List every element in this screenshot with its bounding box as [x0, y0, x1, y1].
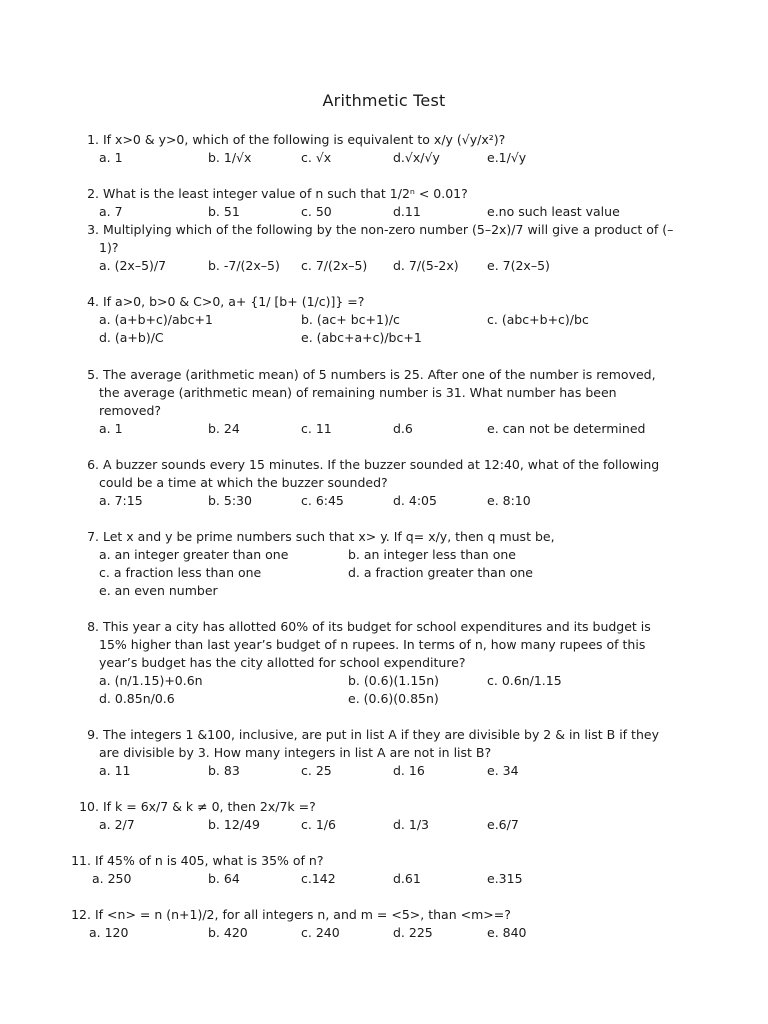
- option-c: c. √x: [301, 150, 332, 165]
- option-d: d. 16: [393, 763, 425, 778]
- option-b: b. an integer less than one: [348, 547, 516, 562]
- options-row: [75, 762, 659, 780]
- option-b: b. (0.6)(1.15n): [348, 673, 440, 688]
- option-b: b. (ac+ bc+1)/c: [301, 312, 400, 327]
- option-d: d. 225: [393, 925, 433, 940]
- options-row: [75, 257, 673, 275]
- option-d: d. 0.85n/0.6: [99, 691, 175, 706]
- question-text: The average (arithmetic mean) of 5 numbers is 25. After one of the number is removed,: [102, 367, 656, 382]
- question-text-cont: the average (arithmetic mean) of remaining number is 31. What number has been: [99, 385, 617, 400]
- question-text: If 45% of n is 405, what is 35% of n?: [94, 853, 324, 868]
- option-a: a. 2/7: [99, 817, 135, 832]
- option-e: e. 840: [487, 925, 527, 940]
- options-row: [75, 816, 519, 834]
- options-row: [75, 546, 555, 564]
- option-b: b. 420: [208, 925, 248, 940]
- option-a: a. (2x–5)/7: [99, 258, 167, 273]
- option-d: d.61: [393, 871, 421, 886]
- options-row: [75, 329, 422, 347]
- page-title: Arithmetic Test: [322, 91, 446, 110]
- question-4: [75, 293, 589, 347]
- option-d: d. (a+b)/C: [99, 330, 164, 345]
- question-2: [75, 185, 620, 221]
- option-c: c. 11: [301, 421, 332, 436]
- option-d: d.11: [393, 204, 421, 219]
- option-e: e. an even number: [99, 583, 218, 598]
- question-text: What is the least integer value of n such that 1/2ⁿ < 0.01?: [102, 186, 468, 201]
- option-a: a. 120: [89, 925, 129, 940]
- option-b: b. 5:30: [208, 493, 252, 508]
- option-d: d.6: [393, 421, 413, 436]
- option-c: c.142: [301, 871, 336, 886]
- question-number: 3.: [87, 222, 99, 237]
- question-5: [75, 366, 656, 438]
- question-number: 8.: [87, 619, 99, 634]
- option-b: b. 12/49: [208, 817, 260, 832]
- options-row: [75, 420, 656, 438]
- option-b: b. 64: [208, 871, 240, 886]
- options-row: [75, 203, 620, 221]
- question-1: [75, 131, 527, 167]
- options-row: [75, 564, 555, 582]
- option-d: d. 4:05: [393, 493, 437, 508]
- question-3: [75, 221, 673, 275]
- question-7: [75, 528, 555, 600]
- option-b: b. 24: [208, 421, 240, 436]
- option-a: a. (n/1.15)+0.6n: [99, 673, 203, 688]
- question-text-cont: 15% higher than last year’s budget of n rupees. In terms of n, how many rupees of this: [99, 637, 646, 652]
- option-c: c. 1/6: [301, 817, 336, 832]
- option-b: b. 1/√x: [208, 150, 252, 165]
- question-text: A buzzer sounds every 15 minutes. If the buzzer sounded at 12:40, what of the following: [102, 457, 660, 472]
- option-d: d. a fraction greater than one: [348, 565, 533, 580]
- question-10: [75, 798, 519, 834]
- question-text: The integers 1 &100, inclusive, are put in list A if they are divisible by 2 & in list B if they: [102, 727, 659, 742]
- option-a: a. (a+b+c)/abc+1: [99, 312, 213, 327]
- question-number: 7.: [87, 529, 99, 544]
- question-number: 9.: [87, 727, 99, 742]
- option-c: c. 0.6n/1.15: [487, 673, 562, 688]
- option-a: a. 1: [99, 421, 123, 436]
- option-c: c. a fraction less than one: [99, 565, 262, 580]
- option-e: e. (0.6)(0.85n): [348, 691, 439, 706]
- option-e: e. can not be determined: [487, 421, 646, 436]
- question-text-cont: year’s budget has the city allotted for school expenditure?: [99, 655, 466, 670]
- question-text-cont: could be a time at which the buzzer sounded?: [99, 475, 388, 490]
- option-b: b. -7/(2x–5): [208, 258, 280, 273]
- options-row: [75, 672, 651, 690]
- options-row: [75, 690, 651, 708]
- question-11: [67, 852, 523, 888]
- question-number: 12.: [71, 907, 91, 922]
- option-a: a. 250: [92, 871, 132, 886]
- question-number: 6.: [87, 457, 99, 472]
- question-text: If <n> = n (n+1)/2, for all integers n, and m = <5>, than <m>=?: [94, 907, 511, 922]
- question-number: 4.: [87, 294, 99, 309]
- options-row: [67, 924, 527, 942]
- option-b: b. 83: [208, 763, 240, 778]
- option-b: b. 51: [208, 204, 240, 219]
- option-d: d.√x/√y: [393, 150, 440, 165]
- option-e: e. (abc+a+c)/bc+1: [301, 330, 422, 345]
- question-text: Multiplying which of the following by the non-zero number (5–2x)/7 will give a product of (–: [102, 222, 674, 237]
- question-text: If a>0, b>0 & C>0, a+ {1/ [b+ (1/c)]} =?: [102, 294, 365, 309]
- question-number: 10.: [79, 799, 99, 814]
- option-c: c. (abc+b+c)/bc: [487, 312, 589, 327]
- option-e: e.no such least value: [487, 204, 620, 219]
- question-text: This year a city has allotted 60% of its budget for school expenditures and its budget is: [102, 619, 651, 634]
- option-e: e. 7(2x–5): [487, 258, 550, 273]
- option-c: c. 7/(2x–5): [301, 258, 368, 273]
- question-text: Let x and y be prime numbers such that x> y. If q= x/y, then q must be,: [102, 529, 555, 544]
- question-text-cont: 1)?: [99, 240, 119, 255]
- question-6: [75, 456, 659, 510]
- option-c: c. 240: [301, 925, 340, 940]
- option-a: a. 7:15: [99, 493, 143, 508]
- question-8: [75, 618, 651, 708]
- option-e: e. 8:10: [487, 493, 531, 508]
- options-row: [75, 311, 589, 329]
- question-number: 1.: [87, 132, 99, 147]
- option-c: c. 25: [301, 763, 332, 778]
- option-d: d. 1/3: [393, 817, 429, 832]
- option-e: e.1/√y: [487, 150, 527, 165]
- option-c: c. 50: [301, 204, 332, 219]
- options-row: [75, 149, 527, 167]
- question-text-cont: removed?: [99, 403, 162, 418]
- question-text: If x>0 & y>0, which of the following is equivalent to x/y (√y/x²)?: [102, 132, 506, 147]
- question-9: [75, 726, 659, 780]
- question-text-cont: are divisible by 3. How many integers in list A are not in list B?: [99, 745, 492, 760]
- question-number: 11.: [71, 853, 91, 868]
- options-row: [75, 492, 659, 510]
- option-a: a. an integer greater than one: [99, 547, 289, 562]
- option-a: a. 11: [99, 763, 131, 778]
- option-a: a. 7: [99, 204, 123, 219]
- option-a: a. 1: [99, 150, 123, 165]
- option-e: e. 34: [487, 763, 519, 778]
- question-number: 5.: [87, 367, 99, 382]
- option-e: e.315: [487, 871, 523, 886]
- options-row: [67, 870, 523, 888]
- option-c: c. 6:45: [301, 493, 344, 508]
- option-d: d. 7/(5-2x): [393, 258, 459, 273]
- option-e: e.6/7: [487, 817, 519, 832]
- options-row: [75, 582, 555, 600]
- question-12: [67, 906, 527, 942]
- question-number: 2.: [87, 186, 99, 201]
- question-text: If k = 6x/7 & k ≠ 0, then 2x/7k =?: [102, 799, 316, 814]
